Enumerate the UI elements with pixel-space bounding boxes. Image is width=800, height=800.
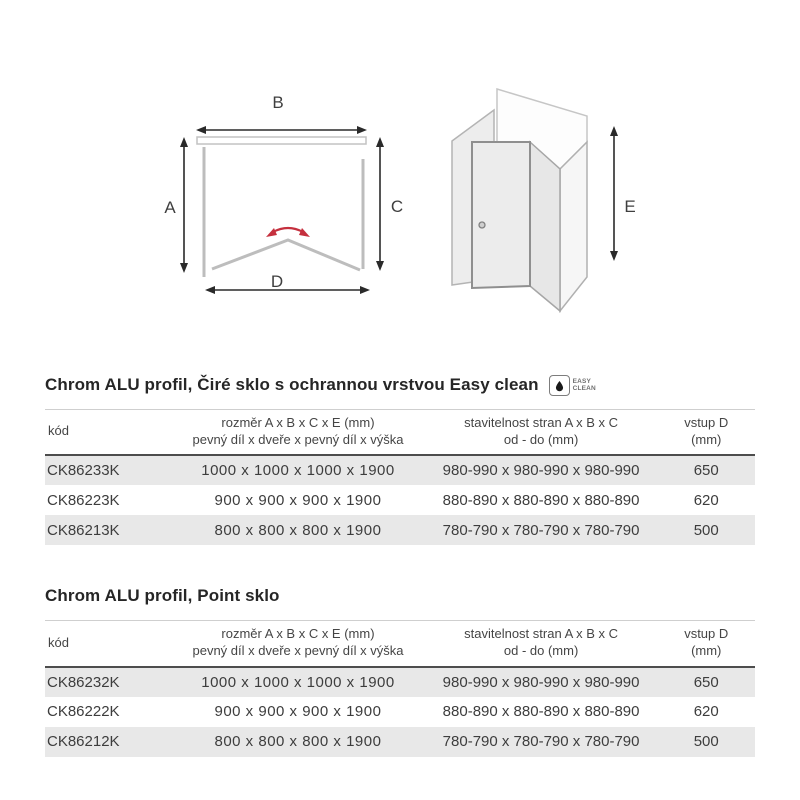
front-door-panel bbox=[472, 142, 530, 288]
col-header-vstup-line1: vstup D bbox=[684, 415, 729, 430]
table-row bbox=[45, 485, 755, 515]
cell-kod: CK86222K bbox=[47, 703, 120, 720]
technical-diagrams bbox=[0, 0, 800, 345]
table-row bbox=[45, 727, 755, 757]
col-header-stavitelnost-line2: od - do (mm) bbox=[503, 642, 579, 658]
cell-stavitelnost: 880-890 x 880-890 x 880-890 bbox=[442, 703, 640, 720]
right-fold-panel-outer bbox=[560, 142, 587, 311]
col-header-rozmer-line1: rozměr A x B x C x E (mm) bbox=[221, 626, 375, 642]
col-header-stavitelnost bbox=[425, 410, 658, 456]
right-fold-panel-inner bbox=[530, 142, 560, 311]
dim-label-d: D bbox=[270, 272, 284, 291]
cell-kod: CK86212K bbox=[47, 733, 120, 750]
col-header-vstup bbox=[657, 410, 755, 456]
col-header-kod: kód bbox=[48, 423, 69, 439]
cell-stavitelnost: 980-990 x 980-990 x 980-990 bbox=[442, 462, 640, 480]
cell-kod: CK86213K bbox=[47, 521, 120, 539]
table-row bbox=[45, 515, 755, 545]
easy-clean-badge-label bbox=[573, 378, 596, 393]
dim-label-c: C bbox=[390, 197, 404, 216]
easy-clean-badge bbox=[549, 375, 596, 396]
col-header-vstup-line1: vstup D bbox=[684, 626, 729, 642]
wall-profile-bar bbox=[197, 137, 366, 144]
table-row bbox=[45, 697, 755, 727]
col-header-kod: kód bbox=[48, 634, 69, 650]
diagram-canvas bbox=[0, 0, 800, 345]
col-header-stavitelnost-line1: stavitelnost stran A x B x C bbox=[464, 415, 619, 430]
cell-kod: CK86223K bbox=[47, 491, 120, 509]
folding-doors-line bbox=[212, 240, 360, 270]
col-header-rozmer bbox=[171, 621, 425, 667]
section-point-sklo bbox=[45, 585, 755, 756]
dim-label-e: E bbox=[624, 197, 636, 216]
dim-label-a: A bbox=[164, 198, 176, 217]
spec-table-easy-clean bbox=[45, 409, 755, 545]
dim-label-b: B bbox=[272, 93, 284, 112]
cell-vstup: 650 bbox=[693, 462, 719, 480]
easy-clean-badge-line1: EASY bbox=[572, 377, 592, 385]
easy-clean-badge-line2: CLEAN bbox=[572, 385, 596, 392]
cell-rozmer: 1000 x 1000 x 1000 x 1900 bbox=[201, 673, 395, 691]
table-row bbox=[45, 667, 755, 697]
dim-arrow-c bbox=[376, 137, 384, 271]
cell-rozmer: 800 x 800 x 800 x 1900 bbox=[214, 733, 382, 750]
section-title: Chrom ALU profil, Čiré sklo s ochrannou vrstvou Easy clean bbox=[45, 375, 539, 394]
cell-kod: CK86232K bbox=[47, 673, 120, 691]
table-row bbox=[45, 455, 755, 485]
water-drop-icon bbox=[549, 375, 570, 396]
cell-vstup: 650 bbox=[693, 673, 719, 691]
cell-stavitelnost: 980-990 x 980-990 x 980-990 bbox=[442, 673, 640, 691]
cell-rozmer: 1000 x 1000 x 1000 x 1900 bbox=[201, 462, 395, 480]
cell-vstup: 500 bbox=[693, 733, 719, 750]
dim-arrow-a bbox=[180, 137, 188, 273]
iso-view-diagram bbox=[452, 89, 636, 311]
dim-arrow-e bbox=[610, 126, 618, 261]
cell-rozmer: 900 x 900 x 900 x 1900 bbox=[214, 491, 382, 509]
spec-table-point-sklo bbox=[45, 620, 755, 756]
col-header-vstup bbox=[657, 621, 755, 667]
cell-stavitelnost: 780-790 x 780-790 x 780-790 bbox=[442, 521, 640, 539]
col-header-rozmer-line1: rozměr A x B x C x E (mm) bbox=[221, 415, 375, 430]
col-header-stavitelnost-line2: od - do (mm) bbox=[503, 431, 579, 447]
cell-vstup: 620 bbox=[693, 703, 719, 720]
section-easy-clean bbox=[45, 374, 755, 545]
col-header-rozmer-line2: pevný díl x dveře x pevný díl x výška bbox=[192, 642, 404, 658]
col-header-stavitelnost-line1: stavitelnost stran A x B x C bbox=[464, 626, 619, 642]
col-header-vstup-line2: (mm) bbox=[691, 642, 722, 658]
spec-content bbox=[45, 374, 755, 757]
section-title: Chrom ALU profil, Point sklo bbox=[45, 586, 280, 606]
table-header-row bbox=[45, 621, 755, 667]
door-knob bbox=[479, 222, 485, 228]
col-header-rozmer-line2: pevný díl x dveře x pevný díl x výška bbox=[192, 431, 404, 447]
table-header-row bbox=[45, 410, 755, 456]
cell-stavitelnost: 780-790 x 780-790 x 780-790 bbox=[442, 733, 640, 750]
col-header-rozmer bbox=[171, 410, 425, 456]
dim-arrow-d bbox=[205, 286, 370, 294]
col-header-vstup-line2: (mm) bbox=[691, 431, 722, 447]
cell-rozmer: 800 x 800 x 800 x 1900 bbox=[214, 521, 382, 539]
top-view-diagram bbox=[164, 93, 403, 294]
swing-direction-arrow bbox=[266, 228, 310, 237]
cell-stavitelnost: 880-890 x 880-890 x 880-890 bbox=[442, 491, 640, 509]
col-header-stavitelnost bbox=[425, 621, 658, 667]
cell-rozmer: 900 x 900 x 900 x 1900 bbox=[214, 703, 382, 720]
dim-arrow-b bbox=[196, 126, 367, 134]
cell-kod: CK86233K bbox=[47, 462, 120, 480]
cell-vstup: 620 bbox=[693, 491, 719, 509]
cell-vstup: 500 bbox=[693, 521, 719, 539]
